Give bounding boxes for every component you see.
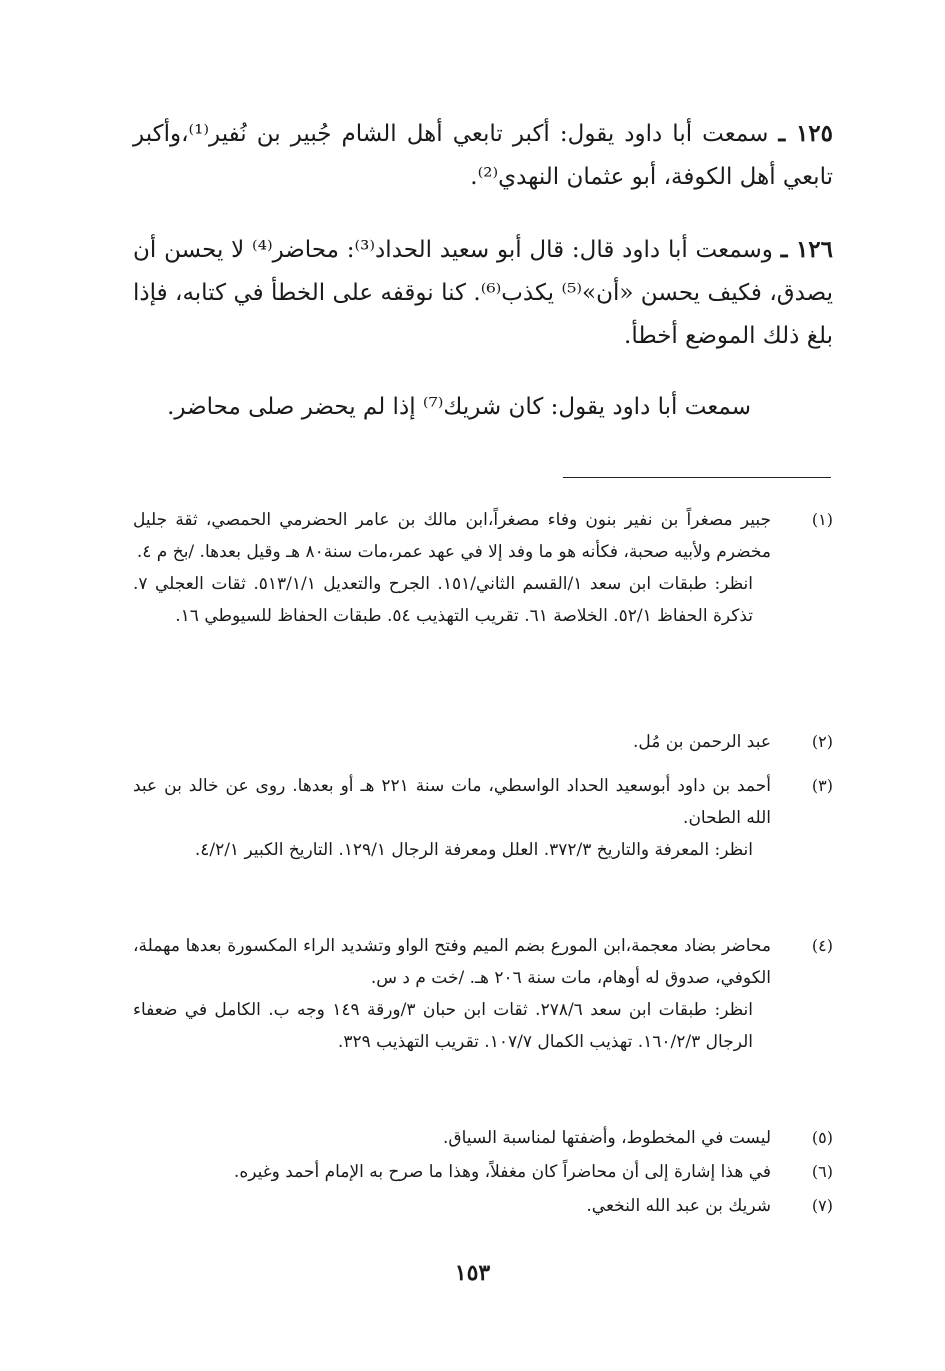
- paragraph-126: [133, 228, 833, 358]
- footnote-text: جبير مصغراً بن نفير بنون وفاء مصغراً،ابن مالك بن عامر الحضرمي الحمصي، ثقة جليل مخضرم ولأبيه صحبة، فكأنه هو ما وفد إلا في عهد عمر،مات سنة٨٠ هـ وقيل بعدها. /بخ م ٤.: [133, 510, 771, 562]
- paragraph-sharik: [133, 386, 833, 429]
- page-number: ١٥٣: [454, 1260, 491, 1286]
- footnote-6: [133, 1156, 833, 1188]
- footnote-text: محاضر بضاد معجمة،ابن المورع بضم الميم وفتح الواو وتشديد الراء المكسورة بعدها مهملة، الكوفي، صدوق له أوهام، مات سنة ٢٠٦ هـ. /خت م د س.: [133, 936, 771, 988]
- footnote-number: (٣): [811, 776, 833, 795]
- footnote-number: (٥): [811, 1128, 833, 1147]
- footnote-5: [133, 1122, 833, 1154]
- footnote-2: [133, 726, 833, 758]
- footnote-3: [133, 770, 833, 866]
- footnote-text: عبد الرحمن بن مُل.: [632, 732, 771, 752]
- paragraph-text: سمعت أبا داود يقول: كان شريك⁽⁷⁾ إذا لم يحضر صلى محاضر.: [167, 394, 751, 420]
- footnote-reference: انظر: طبقات ابن سعد ٢٧٨/٦. ثقات ابن حبان ٣/ورقة ١٤٩ وجه ب. الكامل في ضعفاء الرجال ١٦٠/٢/٣. تهذيب الكمال ١٠٧/٧. تقريب التهذيب ٣٢٩.: [133, 1000, 753, 1052]
- footnote-reference: انظر: طبقات ابن سعد ١/القسم الثاني/١٥١. الجرح والتعديل ٥١٣/١/١. ثقات العجلي ٧. تذكرة الحفاظ ٥٢/١. الخلاصة ٦١. تقريب التهذيب ٥٤. طبقات الحفاظ للسيوطي ١٦.: [133, 574, 753, 626]
- footnote-number: (١): [811, 510, 833, 529]
- footnote-number: (٢): [811, 732, 833, 751]
- paragraph-number: ١٢٦ ـ: [780, 236, 833, 263]
- footnote-number: (٧): [811, 1196, 833, 1215]
- footnote-text: شريك بن عبد الله النخعي.: [586, 1196, 771, 1216]
- footnote-1: [133, 504, 833, 632]
- paragraph-125: [133, 112, 833, 199]
- paragraph-text: وسمعت أبا داود قال: قال أبو سعيد الحداد⁽³⁾: محاضر⁽⁴⁾ لا يحسن أن يصدق، فكيف يحسن «أن»⁽⁵⁾ يكذب⁽⁶⁾. كنا نوقفه على الخطأ في كتابه، فإذا بلغ ذلك الموضع أخطأ.: [133, 237, 834, 349]
- footnote-divider: [563, 477, 831, 478]
- footnote-text: في هذا إشارة إلى أن محاضراً كان مغفلاً، وهذا ما صرح به الإمام أحمد وغيره.: [233, 1162, 771, 1182]
- footnote-number: (٤): [811, 936, 833, 955]
- paragraph-number: ١٢٥ ـ: [778, 120, 833, 147]
- footnote-reference: انظر: المعرفة والتاريخ ٣٧٢/٣. العلل ومعرفة الرجال ١٢٩/١. التاريخ الكبير ٤/٢/١.: [194, 840, 753, 860]
- footnote-text: ليست في المخطوط، وأضفتها لمناسبة السياق.: [442, 1128, 771, 1148]
- footnote-4: [133, 930, 833, 1058]
- footnote-text: أحمد بن داود أبوسعيد الحداد الواسطي، مات سنة ٢٢١ هـ أو بعدها. روى عن خالد بن عبد الله الطحان.: [133, 776, 771, 828]
- footnote-7: [133, 1190, 833, 1222]
- footnote-number: (٦): [811, 1162, 833, 1181]
- paragraph-text: سمعت أبا داود يقول: أكبر تابعي أهل الشام جُبير بن نُفير⁽¹⁾،وأكبر تابعي أهل الكوفة، أبو عثمان النهدي⁽²⁾.: [133, 121, 833, 190]
